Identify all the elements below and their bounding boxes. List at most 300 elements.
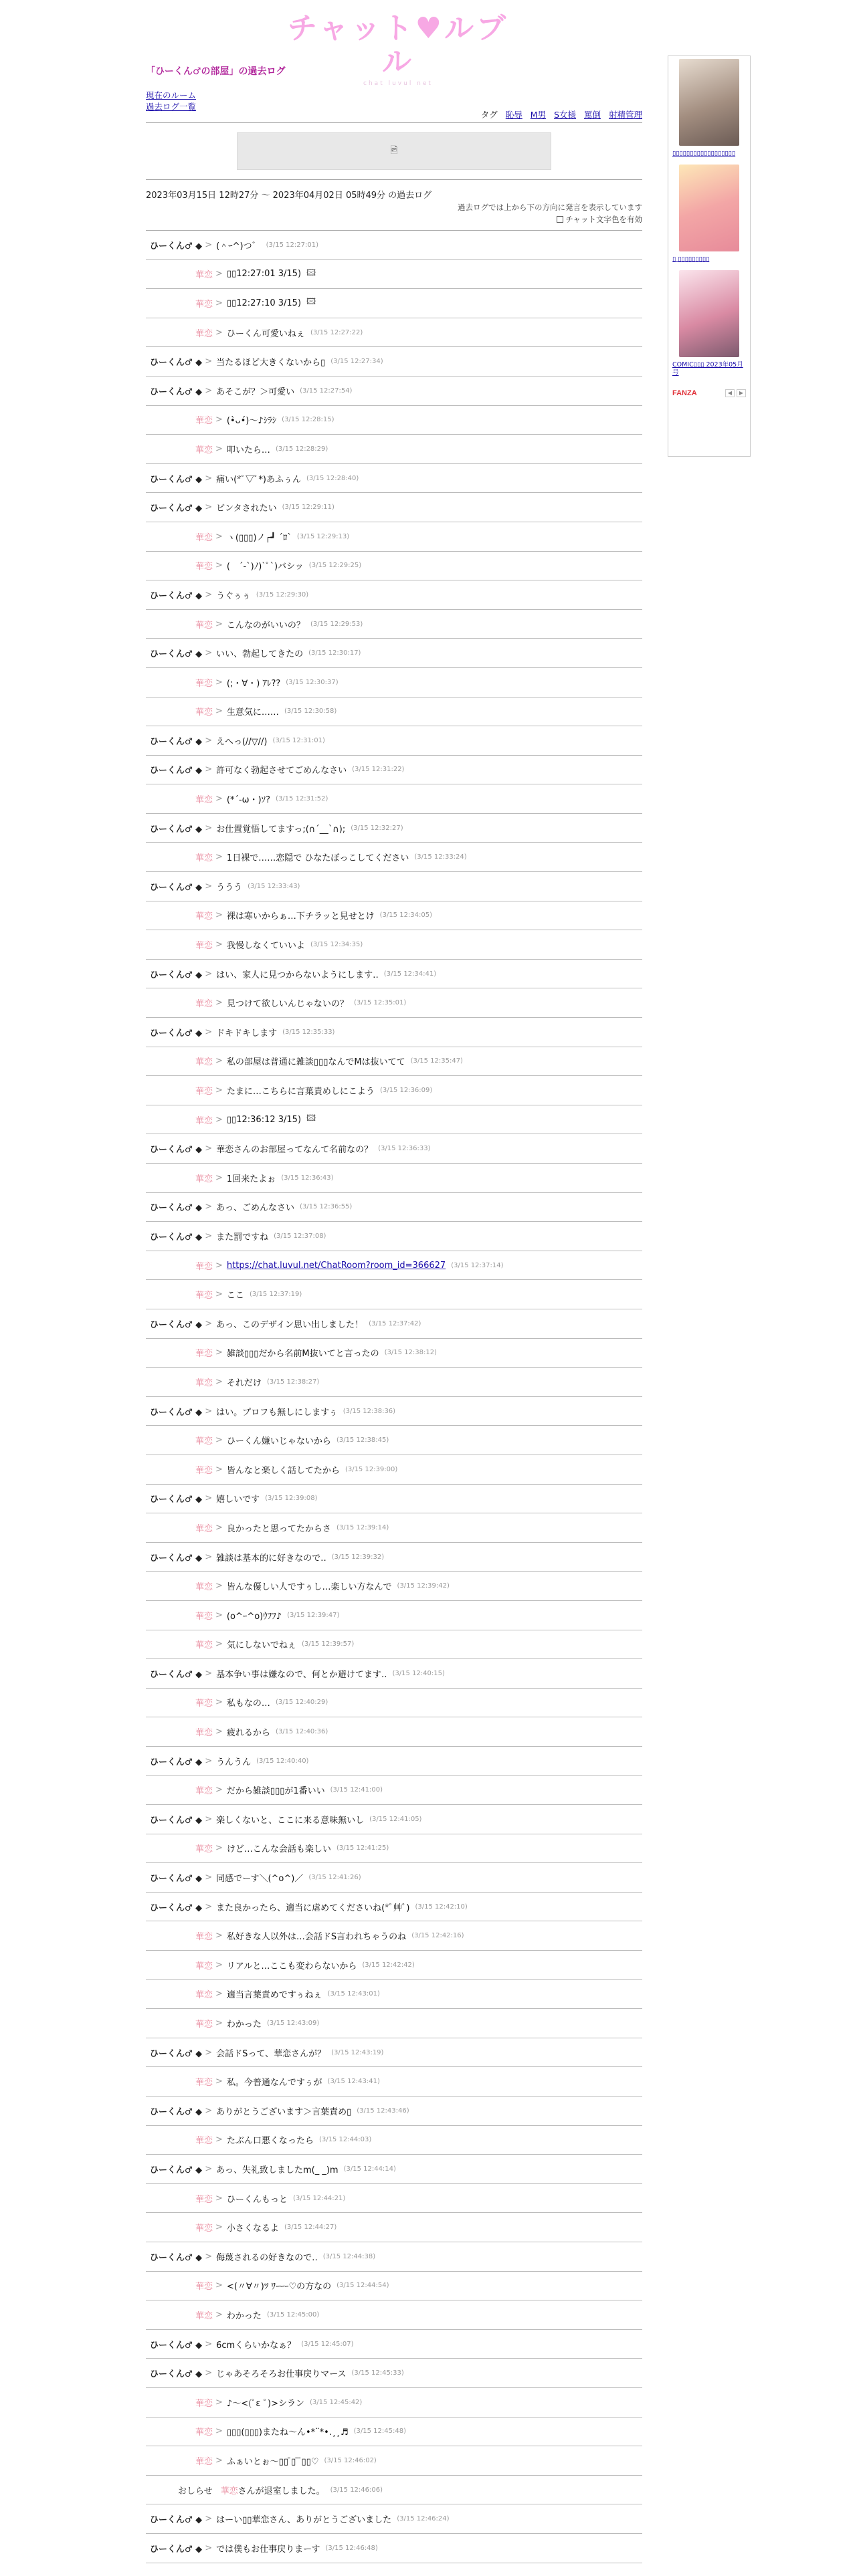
message-text: 適当言葉責めですぅねぇ xyxy=(226,1990,322,2001)
log-range: 2023年03月15日 12時27分 〜 2023年04月02日 05時49分 の過去ログ xyxy=(146,179,642,201)
separator-chevron: > xyxy=(215,940,223,950)
color-option-label: チャット文字色を有効 xyxy=(565,215,642,224)
message-timestamp: (3/15 12:34:05) xyxy=(379,911,433,920)
chat-message-row xyxy=(146,1805,642,1834)
chat-message-row xyxy=(146,1164,642,1193)
message-author: ひーくん♂ ◆ xyxy=(150,1757,203,1767)
message-timestamp: (3/15 12:38:45) xyxy=(336,1436,389,1444)
message-text: <(〃∀〃)ﾂ ﾜｰｰｰ♡の方なの xyxy=(226,2282,332,2292)
message-author: 華恋 xyxy=(195,941,213,952)
message-author: 華恋 xyxy=(195,2020,213,2030)
message-author: 華恋 xyxy=(195,2311,213,2321)
separator-chevron: > xyxy=(205,1406,213,1416)
separator-chevron: > xyxy=(215,443,223,454)
message-author: 華恋 xyxy=(195,2078,213,2088)
message-author: 華恋 xyxy=(195,1611,213,1622)
message-timestamp: (3/15 12:46:06) xyxy=(330,2486,383,2494)
logo-subtitle: chat luvul net xyxy=(363,80,433,87)
separator-chevron: > xyxy=(205,1814,213,1824)
chat-message-row xyxy=(146,814,642,843)
separator-chevron: > xyxy=(215,2135,223,2145)
message-timestamp: (3/15 12:35:01) xyxy=(353,999,407,1007)
broken-image-icon: 🖻 xyxy=(390,145,398,156)
message-text: たぶん口悪くなったら xyxy=(226,2136,314,2147)
message-timestamp: (3/15 12:43:46) xyxy=(357,2107,409,2115)
message-timestamp: (3/15 12:42:10) xyxy=(415,1903,468,1911)
separator-chevron: > xyxy=(215,2426,223,2437)
message-timestamp: (3/15 12:43:09) xyxy=(266,2020,320,2028)
message-text: わかった xyxy=(226,2020,262,2030)
message-author: 華恋 xyxy=(195,1349,213,1360)
message-text: 私の部屋は普通に雑談▯▯▯なんでMは抜いてて xyxy=(226,1057,405,1068)
message-text: 気にしないでねぇ xyxy=(226,1640,296,1651)
prev-arrow-icon[interactable]: ◀ xyxy=(725,389,735,397)
chat-message-row xyxy=(146,610,642,639)
message-text: ひーくん嫌いじゃないから xyxy=(226,1436,331,1447)
next-arrow-icon[interactable]: ▶ xyxy=(737,389,746,397)
message-author: ひーくん♂ ◆ xyxy=(150,387,203,397)
message-timestamp: (3/15 12:46:48) xyxy=(325,2544,378,2552)
book-cover-icon[interactable] xyxy=(679,165,739,251)
chat-message-row xyxy=(146,1572,642,1601)
separator-chevron: > xyxy=(215,327,223,338)
separator-chevron: > xyxy=(215,560,223,571)
message-timestamp: (3/15 12:31:22) xyxy=(352,766,405,774)
separator-chevron: > xyxy=(205,385,213,396)
message-text: 痛い(*ﾟ▽ﾟ*)あふぅん xyxy=(216,474,301,485)
message-author: 華恋 xyxy=(195,2456,213,2467)
sidebar-ad-link[interactable]: ▯▯▯▯▯▯▯▯▯▯▯▯▯▯▯▯▯▯ xyxy=(672,150,736,157)
message-text: いい、勃起してきたの xyxy=(216,649,304,660)
message-timestamp: (3/15 12:28:29) xyxy=(275,445,328,453)
chat-message-row xyxy=(146,872,642,901)
message-text: ヽ(▯▯▯)ノ┌┛ ´ﾛ` xyxy=(226,532,292,543)
message-author: ひーくん♂ ◆ xyxy=(150,591,203,601)
notice-label: おしらせ xyxy=(178,2486,213,2496)
separator-chevron: > xyxy=(205,1202,213,1212)
message-text: わかった xyxy=(226,2311,262,2321)
message-timestamp: (3/15 12:38:36) xyxy=(343,1407,396,1415)
separator-chevron: > xyxy=(215,2455,223,2466)
message-author: 華恋 xyxy=(195,2282,213,2292)
separator-chevron: > xyxy=(205,968,213,979)
message-text: 私。今普通なんですぅが xyxy=(226,2078,322,2088)
message-timestamp: (3/15 12:28:40) xyxy=(306,474,359,482)
chat-message-row xyxy=(146,960,642,989)
message-text: 当たるほど大きくないから▯ xyxy=(216,358,326,368)
message-author: 華恋 xyxy=(195,328,213,339)
message-text: ♪〜<(ﾟε ﾟ)>シラン xyxy=(226,2398,304,2409)
message-timestamp: (3/15 12:46:24) xyxy=(397,2515,450,2523)
message-timestamp: (3/15 12:40:29) xyxy=(275,1699,328,1707)
separator-chevron: > xyxy=(215,794,223,804)
sidebar-footer xyxy=(672,389,746,397)
message-text: 嬉しいです xyxy=(216,1495,260,1505)
chat-message-row xyxy=(146,2184,642,2214)
message-author: ひーくん♂ ◆ xyxy=(150,2165,203,2175)
separator-chevron: > xyxy=(215,1639,223,1650)
message-text: ここ xyxy=(226,1291,244,1301)
separator-chevron: > xyxy=(215,1172,223,1183)
log-list-link[interactable]: 過去ログ一覧 xyxy=(146,102,197,112)
sidebar-pager xyxy=(725,389,746,397)
separator-chevron: > xyxy=(215,1085,223,1096)
message-timestamp: (3/15 12:32:27) xyxy=(351,824,403,832)
separator-chevron: > xyxy=(215,998,223,1008)
chat-message-row xyxy=(146,1018,642,1047)
message-timestamp: (3/15 12:42:16) xyxy=(411,1932,464,1940)
message-text: あっ、失礼致しましたm(_ _)m xyxy=(216,2165,339,2175)
chat-message-row xyxy=(146,2446,642,2476)
message-text: 1日裸で……恋隠で ひなたぼっこしてください xyxy=(226,853,409,864)
message-timestamp: (3/15 12:29:30) xyxy=(256,591,309,599)
chat-message-row xyxy=(146,2155,642,2184)
message-author: ひーくん♂ ◆ xyxy=(150,736,203,747)
chat-message-row xyxy=(146,1543,642,1572)
chat-message-row xyxy=(146,1134,642,1164)
message-author: 華恋 xyxy=(195,445,213,455)
chat-message-row xyxy=(146,843,642,872)
chat-message-row xyxy=(146,1893,642,1922)
message-author: 華恋 xyxy=(195,1699,213,1709)
message-author: 華恋 xyxy=(195,416,213,427)
tag-label: タグ xyxy=(480,110,498,120)
message-text: はい、家人に見つからないようにします‥ xyxy=(216,970,379,980)
message-text xyxy=(227,1261,446,1271)
message-text: リアルと…ここも変わらないから xyxy=(226,1961,357,1971)
chat-message-row xyxy=(146,668,642,697)
ad-banner[interactable] xyxy=(237,132,551,170)
message-text: うんうん xyxy=(216,1757,252,1767)
message-author: ひーくん♂ ◆ xyxy=(150,2107,203,2117)
message-text: また罰ですね xyxy=(216,1232,269,1243)
separator-chevron: > xyxy=(215,1522,223,1533)
chat-message-row xyxy=(146,231,642,260)
message-text: 生意気に…… xyxy=(226,708,279,718)
separator-chevron: > xyxy=(205,1668,213,1679)
separator-chevron: > xyxy=(205,648,213,659)
message-timestamp: (3/15 12:35:47) xyxy=(410,1057,463,1065)
separator-chevron: > xyxy=(215,677,223,687)
chat-message-row xyxy=(146,1105,642,1135)
message-text: 楽しくないと、ここに来る意味無いし xyxy=(216,1815,365,1826)
separator-chevron: > xyxy=(215,1581,223,1592)
message-author: ひーくん♂ ◆ xyxy=(150,1145,203,1156)
chat-message-row xyxy=(146,784,642,814)
separator-chevron: > xyxy=(215,1376,223,1387)
separator-chevron: > xyxy=(205,1318,213,1329)
chat-message-row xyxy=(146,2388,642,2418)
message-text: 雑談は基本的に好きなので‥ xyxy=(216,1553,326,1564)
chat-message-row xyxy=(146,1921,642,1951)
message-text: あっ、ごめんなさい xyxy=(216,1203,294,1214)
chat-message-row xyxy=(146,930,642,960)
chat-message-row xyxy=(146,639,642,668)
chat-message-row xyxy=(146,1659,642,1689)
chat-message-row xyxy=(146,377,642,406)
separator-chevron: > xyxy=(215,1785,223,1796)
message-text: それだけ xyxy=(226,1378,262,1388)
message-text: あそこが？＞可愛い xyxy=(216,387,295,397)
current-room-link[interactable]: 現在のルーム xyxy=(146,90,197,100)
separator-chevron: > xyxy=(215,1989,223,2000)
message-author: 華恋 xyxy=(195,1932,213,1943)
message-timestamp: (3/15 12:42:42) xyxy=(362,1961,415,1969)
chat-message-row xyxy=(146,580,642,610)
message-timestamp: (3/15 12:45:00) xyxy=(266,2311,320,2319)
color-option[interactable] xyxy=(146,214,642,225)
separator-chevron: > xyxy=(215,1610,223,1620)
message-text: 1回来たよぉ xyxy=(226,1174,276,1184)
separator-chevron: > xyxy=(215,1260,223,1271)
separator-chevron: > xyxy=(215,1727,223,1737)
message-timestamp: (3/15 12:39:42) xyxy=(397,1582,450,1590)
message-author: 華恋 xyxy=(195,1990,213,2001)
chat-message-row xyxy=(146,988,642,1018)
message-text: 見つけて欲しいんじゃないの？ xyxy=(226,999,349,1010)
message-timestamp: (3/15 12:43:19) xyxy=(331,2048,384,2056)
separator-chevron: > xyxy=(215,910,223,921)
chat-message-row xyxy=(146,2418,642,2447)
message-timestamp: (3/15 12:33:24) xyxy=(414,853,467,861)
separator-chevron: > xyxy=(205,2339,213,2349)
color-checkbox[interactable] xyxy=(557,216,563,223)
message-text: あっ、このデザイン思い出しました！ xyxy=(216,1319,364,1330)
message-author: ひーくん♂ ◆ xyxy=(150,474,203,485)
message-text: こんなのがいいの？ xyxy=(226,620,305,631)
message-timestamp: (3/15 12:33:43) xyxy=(248,882,300,890)
message-timestamp: (3/15 12:40:15) xyxy=(392,1669,445,1677)
message-author: 華恋 xyxy=(195,1291,213,1301)
message-timestamp: (3/15 12:37:42) xyxy=(369,1319,421,1327)
message-author: 華恋 xyxy=(195,1786,213,1797)
message-text: さんが退室しました。 xyxy=(237,2486,325,2496)
message-link[interactable]: https://chat.luvul.net/ChatRoom?room_id=366627 xyxy=(226,1260,446,1271)
chat-message-row xyxy=(146,406,642,435)
message-author: 華恋 xyxy=(195,1582,213,1593)
message-author: 華恋 xyxy=(195,2194,213,2205)
chat-message-row xyxy=(146,1980,642,2010)
message-timestamp: (3/15 12:37:19) xyxy=(249,1291,302,1299)
message-author: 華恋 xyxy=(195,1523,213,1534)
sidebar-ad-item[interactable] xyxy=(672,270,746,377)
message-timestamp: (3/15 12:30:37) xyxy=(286,678,339,686)
message-timestamp: (3/15 12:44:54) xyxy=(337,2282,389,2290)
message-timestamp: (3/15 12:45:48) xyxy=(353,2428,406,2436)
message-timestamp: (3/15 12:45:33) xyxy=(351,2369,404,2377)
message-author: 華恋 xyxy=(195,853,213,864)
separator-chevron: > xyxy=(205,356,213,367)
chat-message-row xyxy=(146,1863,642,1893)
chat-message-row xyxy=(146,2067,642,2097)
message-timestamp: (3/15 12:39:00) xyxy=(345,1465,398,1473)
chat-message-row xyxy=(146,1280,642,1309)
message-text: ひーくん可愛いねぇ xyxy=(226,328,305,339)
message-author: 華恋 xyxy=(195,1465,213,1476)
chat-message-row xyxy=(146,1485,642,1514)
chat-message-row xyxy=(146,2534,642,2563)
message-author: ひーくん♂ ◆ xyxy=(150,1874,203,1885)
chat-message-row xyxy=(146,2242,642,2272)
message-text: ▯▯12:27:01 3/15) xyxy=(226,269,302,280)
message-timestamp: (3/15 12:45:07) xyxy=(301,2340,354,2348)
sidebar-ad-item[interactable] xyxy=(672,59,746,158)
message-timestamp: (3/15 12:39:08) xyxy=(265,1495,318,1503)
message-text: じゃあそろそろお仕事戻りマース xyxy=(216,2369,347,2380)
chat-message-row xyxy=(146,318,642,348)
chat-message-row xyxy=(146,2300,642,2330)
sidebar-ad-link[interactable]: ▯ ▯▯▯▯▯▯▯▯▯ xyxy=(672,255,710,263)
message-timestamp: (3/15 12:36:43) xyxy=(281,1174,334,1182)
message-author: ひーくん♂ ◆ xyxy=(150,1495,203,1505)
message-timestamp: (3/15 12:44:27) xyxy=(284,2224,337,2232)
separator-chevron: > xyxy=(215,852,223,863)
chat-message-row xyxy=(146,1630,642,1660)
sidebar-ad-item[interactable] xyxy=(672,165,746,263)
message-author: ひーくん♂ ◆ xyxy=(150,1028,203,1039)
separator-chevron: > xyxy=(215,2018,223,2029)
message-text: (＾ｰ^)つ゛ xyxy=(216,241,261,251)
message-timestamp: (3/15 12:31:01) xyxy=(272,736,325,744)
tag-link[interactable]: 射精管理 xyxy=(608,110,642,120)
separator-chevron: > xyxy=(215,298,223,308)
message-text: (•̀ᴗ•́)〜♪ｼﾗｼ xyxy=(226,416,277,427)
message-author: 華恋 xyxy=(195,270,213,281)
message-timestamp: (3/15 12:34:41) xyxy=(383,970,437,978)
chat-message-row xyxy=(146,552,642,581)
message-author: ひーくん♂ ◆ xyxy=(150,1232,203,1243)
message-timestamp: (3/15 12:41:05) xyxy=(369,1815,422,1823)
message-timestamp: (3/15 12:29:25) xyxy=(308,562,362,570)
message-text: だから雑談▯▯▯が1番いい xyxy=(226,1786,325,1797)
site-logo[interactable] xyxy=(274,11,522,87)
message-text: 我慢しなくていいよ xyxy=(226,941,305,952)
message-author: 華恋 xyxy=(195,620,213,631)
book-cover-icon[interactable] xyxy=(679,270,739,357)
message-author: 華恋 xyxy=(195,1174,213,1184)
message-timestamp: (3/15 12:40:36) xyxy=(275,1728,328,1736)
message-text: 疲れるから xyxy=(226,1728,270,1739)
message-author: 華恋 xyxy=(220,2486,238,2496)
message-author: 華恋 xyxy=(195,1087,213,1097)
separator-chevron: > xyxy=(205,1901,213,1912)
tag-link[interactable]: 罵倒 xyxy=(583,110,601,120)
chat-log xyxy=(146,230,642,2563)
tag-link[interactable]: 恥辱 xyxy=(505,110,522,120)
chat-message-row xyxy=(146,2476,642,2505)
message-text: えへっ(//▽//) xyxy=(216,736,268,747)
message-timestamp: (3/15 12:41:25) xyxy=(336,1844,389,1852)
sidebar-ad-link[interactable]: COMIC▯▯▯ 2023年05月号 xyxy=(672,361,743,377)
message-author: 華恋 xyxy=(195,911,213,922)
chat-message-row xyxy=(146,493,642,522)
message-text: 許可なく勃起させてごめんなさい xyxy=(216,766,347,776)
chat-message-row xyxy=(146,289,642,318)
message-author: ひーくん♂ ◆ xyxy=(150,2252,203,2263)
separator-chevron: > xyxy=(215,1959,223,1970)
message-author: ひーくん♂ ◆ xyxy=(150,1553,203,1564)
separator-chevron: > xyxy=(215,2280,223,2291)
message-text: (;・∀・) ｱﾚ?? xyxy=(226,678,281,689)
message-author: ひーくん♂ ◆ xyxy=(150,2048,203,2059)
message-timestamp: (3/15 12:30:17) xyxy=(308,649,361,657)
message-text: 雑談▯▯▯だから名前M抜いてと言ったの xyxy=(226,1349,379,1360)
tag-row xyxy=(146,108,642,123)
message-author: ひーくん♂ ◆ xyxy=(150,882,203,893)
message-author: 華恋 xyxy=(195,532,213,543)
tag-link[interactable]: M男 xyxy=(530,110,547,120)
message-author: 華恋 xyxy=(195,1844,213,1855)
separator-chevron: > xyxy=(215,1114,223,1125)
chat-message-row xyxy=(146,2330,642,2359)
message-author: ひーくん♂ ◆ xyxy=(150,1903,203,1913)
message-timestamp: (3/15 12:36:55) xyxy=(299,1203,353,1211)
message-timestamp: (3/15 12:40:40) xyxy=(256,1757,309,1765)
separator-chevron: > xyxy=(205,239,213,250)
message-author: ひーくん♂ ◆ xyxy=(150,1319,203,1330)
separator-chevron: > xyxy=(205,1144,213,1154)
book-cover-icon[interactable] xyxy=(679,59,739,146)
chat-message-row xyxy=(146,2038,642,2068)
broken-image-icon: 🖾 xyxy=(306,267,316,278)
separator-chevron: > xyxy=(215,1697,223,1708)
separator-chevron: > xyxy=(215,2309,223,2320)
message-timestamp: (3/15 12:46:02) xyxy=(324,2456,377,2464)
message-author: ひーくん♂ ◆ xyxy=(150,1815,203,1826)
message-text: ううう xyxy=(216,882,243,893)
fanza-logo[interactable]: FANZA xyxy=(672,389,697,397)
message-text: 私もなの… xyxy=(226,1699,270,1709)
tag-link[interactable]: S女様 xyxy=(554,110,576,120)
message-text: では僕もお仕事戻りまーす xyxy=(216,2544,320,2555)
message-text: たまに…こちらに言葉責めしにこよう xyxy=(226,1087,375,1097)
message-timestamp: (3/15 12:43:41) xyxy=(327,2078,380,2086)
chat-message-row xyxy=(146,1251,642,1281)
separator-chevron: > xyxy=(215,1348,223,1358)
message-author: ひーくん♂ ◆ xyxy=(150,2340,203,2351)
message-text: 会話ドSって、華恋さんが？ xyxy=(216,2048,326,2059)
chat-message-row xyxy=(146,1426,642,1455)
separator-chevron: > xyxy=(215,531,223,542)
message-text: はーい▯▯華恋さん、ありがとうございました xyxy=(216,2515,392,2526)
message-author: 華恋 xyxy=(195,1057,213,1068)
chat-message-row xyxy=(146,1747,642,1776)
separator-chevron: > xyxy=(215,1435,223,1446)
separator-chevron: > xyxy=(215,1289,223,1300)
message-timestamp: (3/15 12:35:33) xyxy=(282,1028,335,1036)
message-text: ▯▯▯(▯▯▯)またね〜ん•*¨*•.¸¸♬ xyxy=(226,2428,349,2438)
message-timestamp: (3/15 12:44:38) xyxy=(322,2252,376,2260)
chat-message-row xyxy=(146,2213,642,2242)
separator-chevron: > xyxy=(205,2514,213,2525)
message-author: ひーくん♂ ◆ xyxy=(150,824,203,835)
separator-chevron: > xyxy=(205,1230,213,1241)
message-author: ひーくん♂ ◆ xyxy=(150,504,203,514)
message-author: ひーくん♂ ◆ xyxy=(150,1407,203,1418)
chat-message-row xyxy=(146,347,642,377)
chat-message-row xyxy=(146,1339,642,1368)
separator-chevron: > xyxy=(205,589,213,600)
chat-message-row xyxy=(146,1717,642,1747)
message-text: はい。プロフも無しにしますぅ xyxy=(216,1407,338,1418)
separator-chevron: > xyxy=(205,823,213,833)
main-content xyxy=(146,64,642,2563)
message-timestamp: (3/15 12:36:09) xyxy=(379,1087,433,1095)
message-author: 華恋 xyxy=(195,2136,213,2147)
message-text: 6cmくらいかなぁ？ xyxy=(216,2340,296,2351)
message-text: 裸は寒いからぁ…下チラッと見せとけ xyxy=(226,911,375,922)
message-text: ( ´-`)ﾉ)`ﾟ`)バシッ xyxy=(226,562,304,572)
